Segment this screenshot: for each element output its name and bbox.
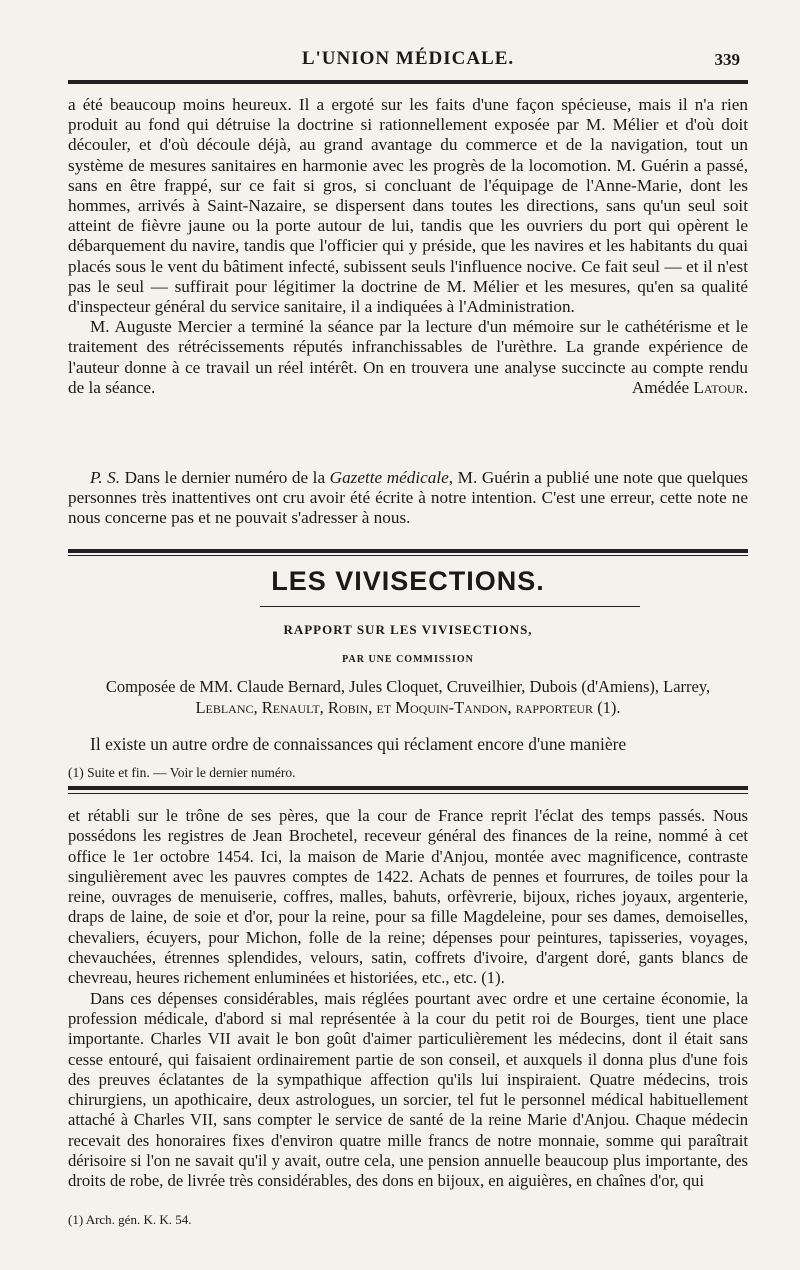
feuilleton-rule (68, 786, 748, 790)
section-rule (68, 555, 748, 556)
members-line: Composée de MM. Claude Bernard, Jules Cloquet, Cruveilhier, Dubois (d'Amiens), Larrey, (105, 677, 711, 696)
postscript (68, 468, 748, 529)
paragraph: et rétabli sur le trône de ses pères, que la cour de France reprit l'éclat des temps passés. Nous possédons les registres de Jean Brochetel, receveur général des finances de la reine, nommé à cet office le 1er octobre 1454. Ici, la maison de Marie d'Anjou, montée avec magnificence, contraste singulièrement avec les pauvres comptes de 1422. Achats de pennes et fourrures, de toiles pour la reine, ouvrages de menuiserie, coffres, malles, bahuts, orfèvrerie, bijoux, riches joyaux, argenterie, draps de laine, de soie et d'or, pour la reine, pour sa fille Magdeleine, pour ses dames, demoiselles, chevaliers, écuyers, pour Michon, folle de la reine; dépenses pour peintures, tapisseries, voyages, chevauchées, étrennes splendides, velours, satin, coffrets d'ivoire, d'argent doré, gants blancs de chevreau, heures richement enluminées et historiées, etc., etc. (1). (68, 806, 748, 988)
footnote: (1) Suite et fin. — Voir le dernier numéro. (68, 765, 296, 780)
report-lead: Il existe un autre ordre de connaissances qui réclament encore d'une manière (90, 734, 627, 754)
page-number: 339 (714, 50, 740, 69)
paragraph (68, 317, 748, 398)
title-rule (260, 606, 640, 607)
section-title: LES VIVISECTIONS. (271, 566, 545, 596)
running-title: L'UNION MÉDICALE. (301, 48, 515, 69)
ps-label: P. S. (90, 468, 121, 487)
report-subtitle: PAR UNE COMMISSION (342, 654, 474, 665)
header-rule (68, 80, 748, 84)
paragraph: Dans ces dépenses considérables, mais réglées pourtant avec ordre et une certaine économie, la profession médicale, d'abord si mal représentée à la cour du petit roi de Bourges, tient une place importante. Charles VII avait le bon goût d'aimer particulièrement les médecins, dont il était sans cesse entouré, qui faisaient ordinairement partie de son conseil, et auxquels il donna plus d'une fois des preuves éclatantes de la sympathique affection qu'ils lui inspiraient. Quatre médecins, trois chirurgiens, un apothicaire, deux astrologues, un sorcier, tel fut le personnel médical habituellement attaché à Charles VII, sans compter le service de santé de la reine Marie d'Anjou. Chaque médecin recevait des honoraires fixes d'environ quatre mille francs de notre monnaie, somme qui paraîtrait dérisoire si l'on ne savait qu'il y avait, outre cela, une pension annuelle beaucoup plus importante, des droits de robe, de livrée très considérables, des dons en bijoux, en aiguières, en chaînes d'or, qui (68, 988, 748, 1191)
signature: Amédée Latour. (631, 377, 748, 397)
paragraph: P. S. Dans le dernier numéro de la Gazette médicale, M. Guérin a publié une note que quelques personnes très inattentives ont cru avoir été écrite à notre intention. C'est une erreur, cette note ne nous concerne pas et ne pouvait s'adresser à nous. (68, 468, 748, 528)
feuilleton-rule (68, 793, 748, 794)
footnote: (1) Arch. gén. K. K. 54. (68, 1212, 192, 1227)
feuilleton-text (68, 806, 748, 1192)
section-rule (68, 549, 748, 553)
paragraph-text: M. Auguste Mercier a terminé la séance par la lecture d'un mémoire sur le cathétérisme et le traitement des rétrécissements réputés infranchissables de l'urèthre. La grande expérience de l'auteur donne à ce travail un réel intérêt. On en trouvera une analyse succincte au compte rendu de la séance. (68, 317, 748, 397)
page-header (68, 46, 748, 76)
members-line: Leblanc, Renault, Robin, et Moquin-Tandon, rapporteur (1). (195, 698, 621, 717)
commission-members (68, 676, 748, 718)
journal-name: Gazette médicale (329, 468, 449, 487)
article-continuation (68, 95, 748, 398)
report-title: RAPPORT SUR LES VIVISECTIONS, (283, 622, 533, 637)
paragraph: a été beaucoup moins heureux. Il a ergoté sur les faits d'une façon spécieuse, mais il n'a rien produit au fond qui détruise la doctrine si rationnellement exposée par M. Mélier et d'où doit découler, et d'où découle déjà, au grand avantage du commerce et de la navigation, tout un système de mesures sanitaires en harmonie avec les progrès de la locomotion. M. Guérin a passé, sans en être frappé, sur ce fait si gros, si concluant de l'équipage de l'Anne-Marie, dont les hommes, arrivés à Saint-Nazaire, se dispersent dans toutes les directions, sans qu'un seul soit atteint de fièvre jaune ou la porte autour de lui, tandis que les ouvriers du port qui opèrent le débarquement du navire, tandis que l'officier qui y préside, que les navires et les habitants du quai placés sous le vent du bâtiment infecté, subissent seuls l'influence nocive. Ce fait seul — et il n'est pas le seul — suffirait pour légitimer la doctrine de M. Mélier et les mesures, qu'en sa qualité d'inspecteur général du service sanitaire, il a indiquées à l'Administration. (68, 95, 748, 317)
